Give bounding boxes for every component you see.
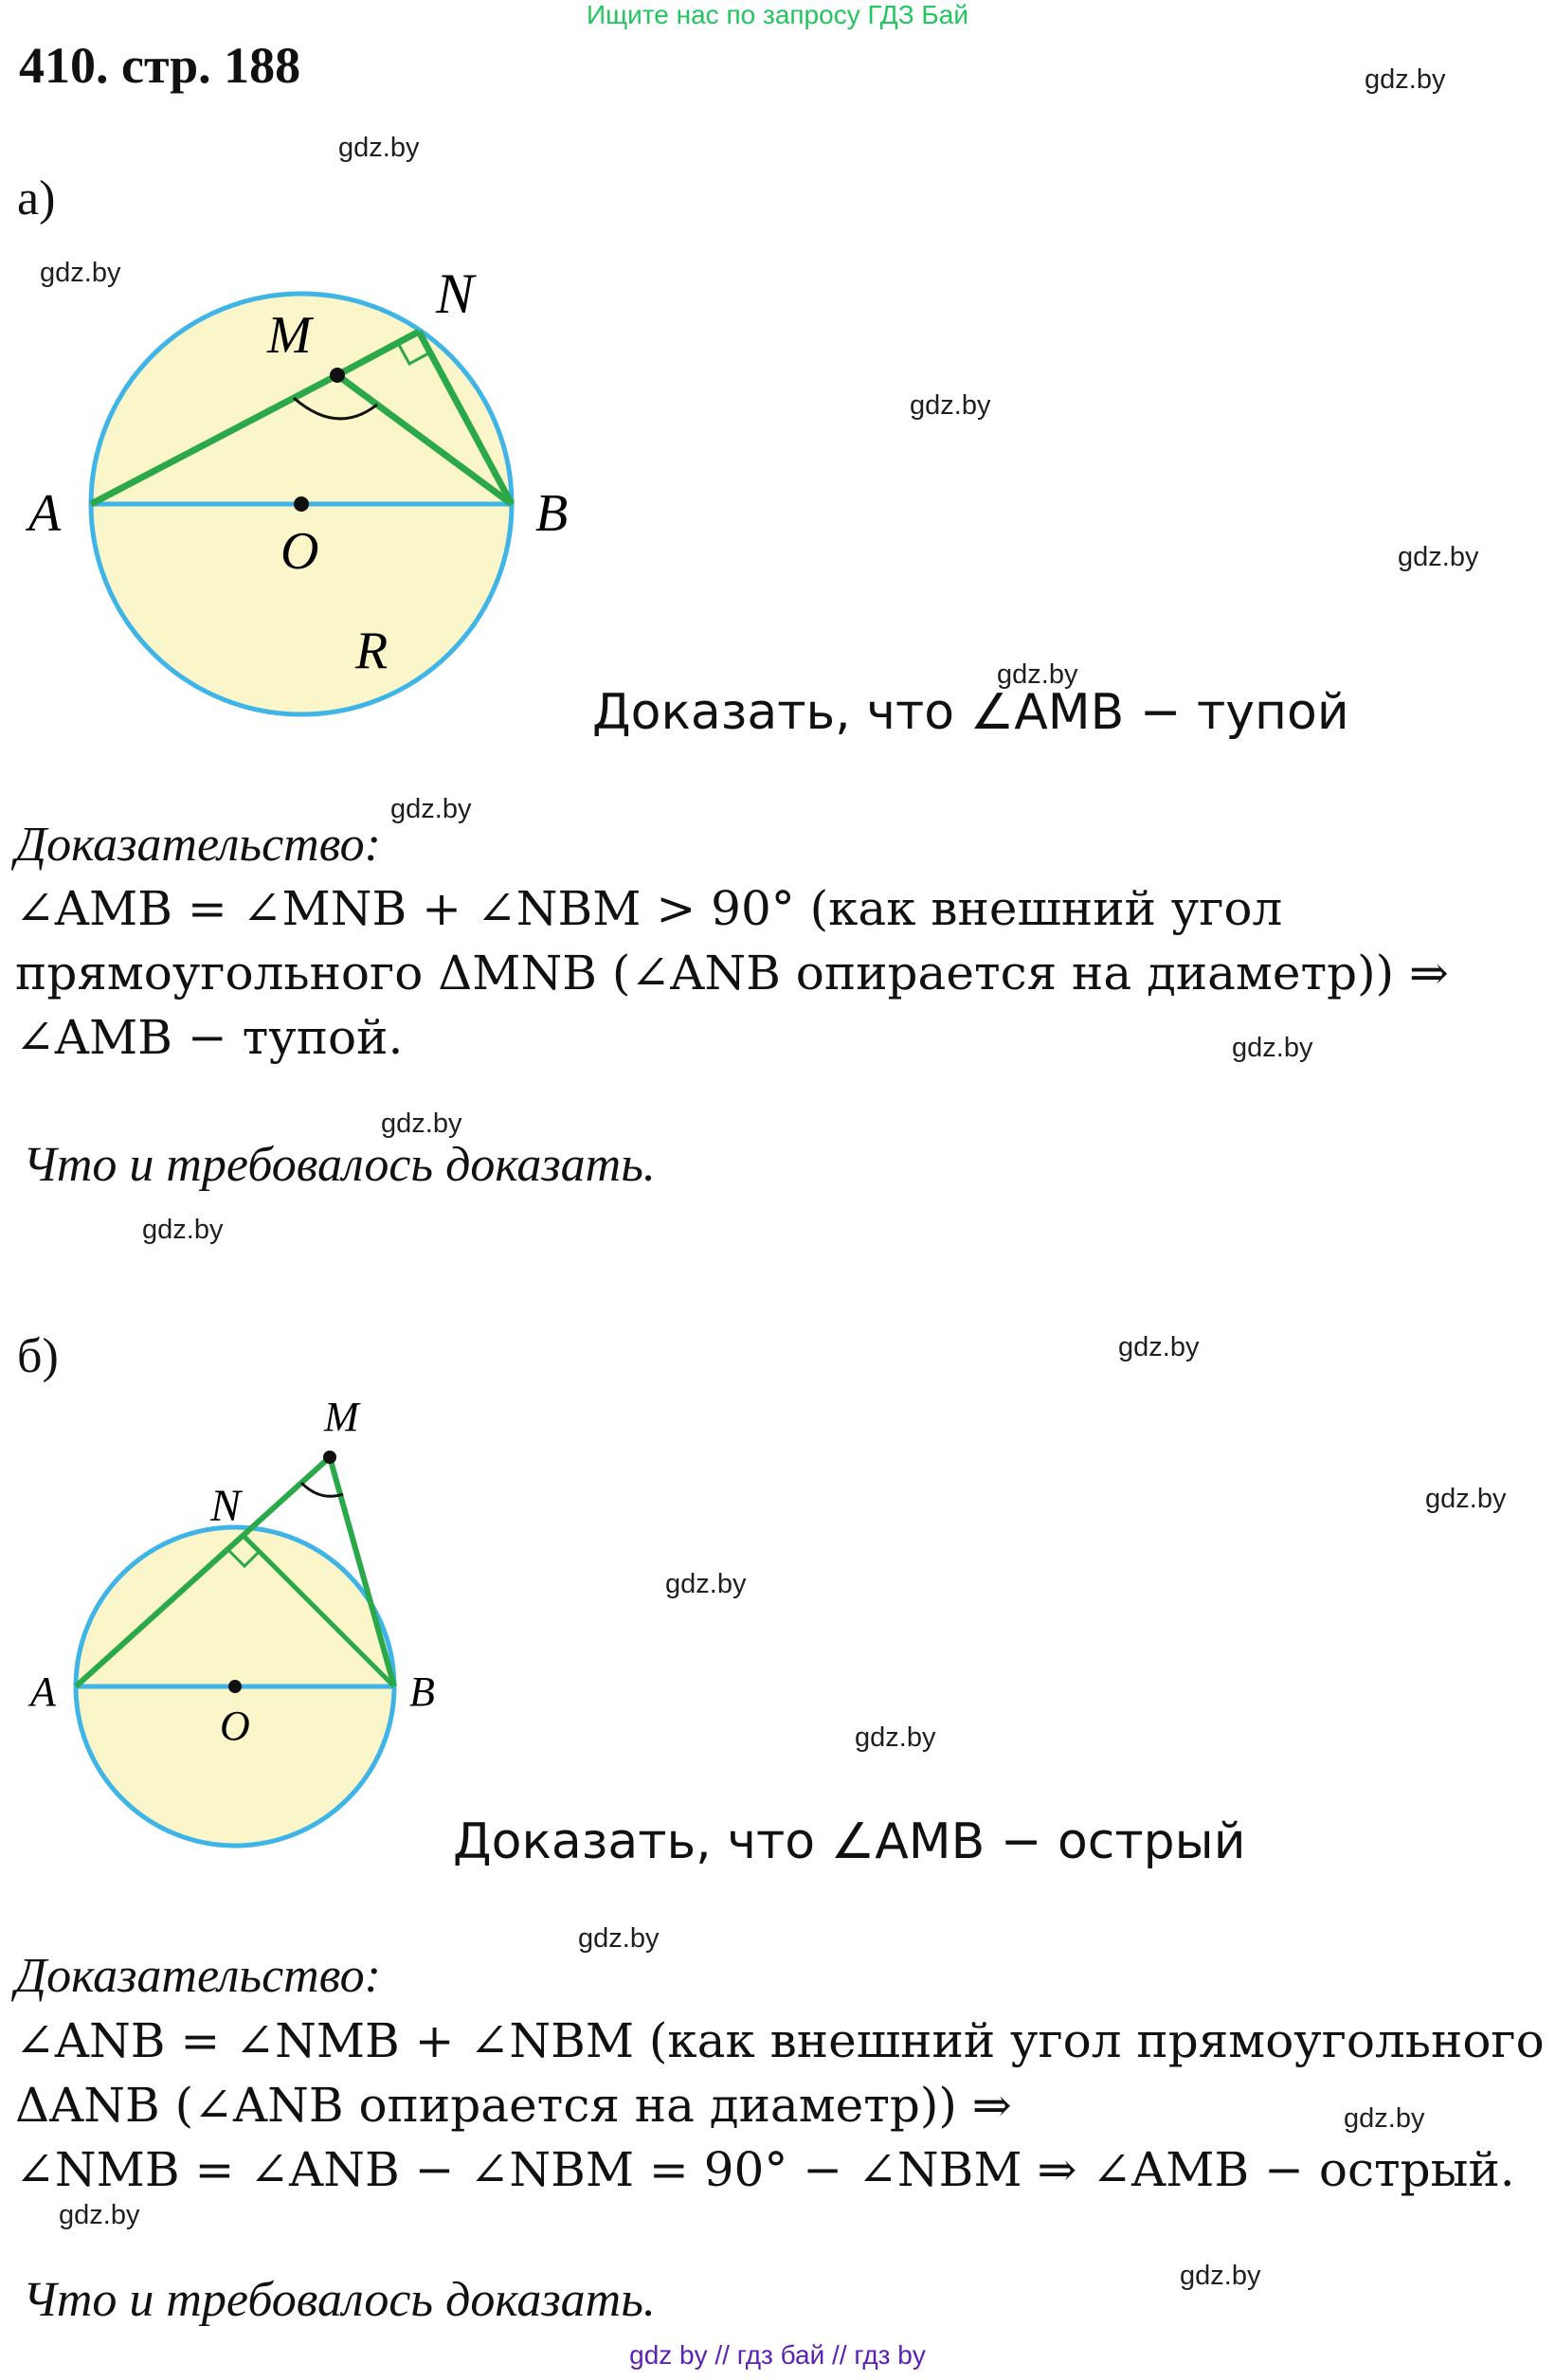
- watermark: gdz.by: [142, 1215, 224, 1245]
- watermark: gdz.by: [381, 1109, 462, 1139]
- point-m: [323, 1451, 336, 1464]
- watermark: gdz.by: [1232, 1033, 1313, 1063]
- point-o: [228, 1680, 242, 1693]
- label-a: A: [30, 1668, 56, 1715]
- watermark: gdz.by: [1344, 2103, 1425, 2134]
- proof-line-b-1: ∠ANB = ∠NMB + ∠NBM (как внешний угол прямоугольного: [15, 2013, 1545, 2068]
- watermark: gdz.by: [59, 2200, 140, 2230]
- label-o: O: [280, 522, 319, 581]
- label-a: A: [28, 484, 62, 543]
- conclusion-b: Что и требовалось доказать.: [23, 2273, 656, 2327]
- proof-line-a-1: ∠AMB = ∠MNB + ∠NBM > 90° (как внешний угол: [15, 881, 1283, 936]
- watermark: gdz.by: [1425, 1484, 1507, 1514]
- watermark: gdz.by: [1398, 542, 1479, 572]
- part-a-label: а): [17, 171, 56, 225]
- proof-heading-b: Доказательство:: [15, 1949, 381, 2003]
- watermark: gdz.by: [1365, 64, 1446, 95]
- watermark: gdz.by: [40, 258, 121, 288]
- watermark: gdz.by: [578, 1923, 660, 1954]
- label-b: B: [535, 484, 569, 543]
- label-m: M: [324, 1394, 359, 1440]
- watermark: gdz.by: [1180, 2261, 1261, 2291]
- point-o: [294, 496, 309, 512]
- watermark: gdz.by: [855, 1722, 936, 1753]
- watermark: gdz.by: [338, 133, 420, 163]
- watermark: gdz.by: [1118, 1332, 1200, 1362]
- watermark: gdz.by: [665, 1569, 747, 1599]
- search-banner: Ищите нас по запросу ГДЗ Бай: [586, 0, 969, 29]
- conclusion-a: Что и требовалось доказать.: [23, 1138, 656, 1192]
- figure-b: [19, 1393, 512, 1866]
- goal-b: Доказать, что ∠AMB − острый: [453, 1813, 1246, 1870]
- watermark: gdz.by: [390, 794, 472, 824]
- label-b: B: [409, 1668, 435, 1715]
- footer-links: gdz by // гдз бай // гдз by: [629, 2340, 926, 2370]
- proof-line-a-3: ∠AMB − тупой.: [15, 1010, 404, 1065]
- watermark: gdz.by: [910, 390, 991, 421]
- label-m: M: [267, 306, 312, 365]
- proof-line-b-2: ΔANB (∠ANB опирается на диаметр)) ⇒: [15, 2078, 1012, 2133]
- figure-a: [19, 256, 625, 730]
- proof-line-b-3: ∠NMB = ∠ANB − ∠NBM = 90° − ∠NBM ⇒ ∠AMB − острый.: [15, 2142, 1515, 2197]
- proof-heading-a: Доказательство:: [15, 818, 381, 872]
- label-n: N: [210, 1481, 242, 1531]
- watermark: gdz.by: [997, 659, 1078, 690]
- goal-a: Доказать, что ∠AMB − тупой: [592, 684, 1349, 741]
- label-r: R: [355, 622, 389, 680]
- point-m: [330, 368, 345, 383]
- label-n: N: [436, 262, 475, 325]
- page-title: 410. стр. 188: [19, 37, 301, 94]
- label-o: O: [220, 1703, 250, 1749]
- proof-line-a-2: прямоугольного ΔMNB (∠ANB опирается на диаметр)) ⇒: [15, 946, 1449, 1001]
- part-b-label: б): [17, 1329, 59, 1383]
